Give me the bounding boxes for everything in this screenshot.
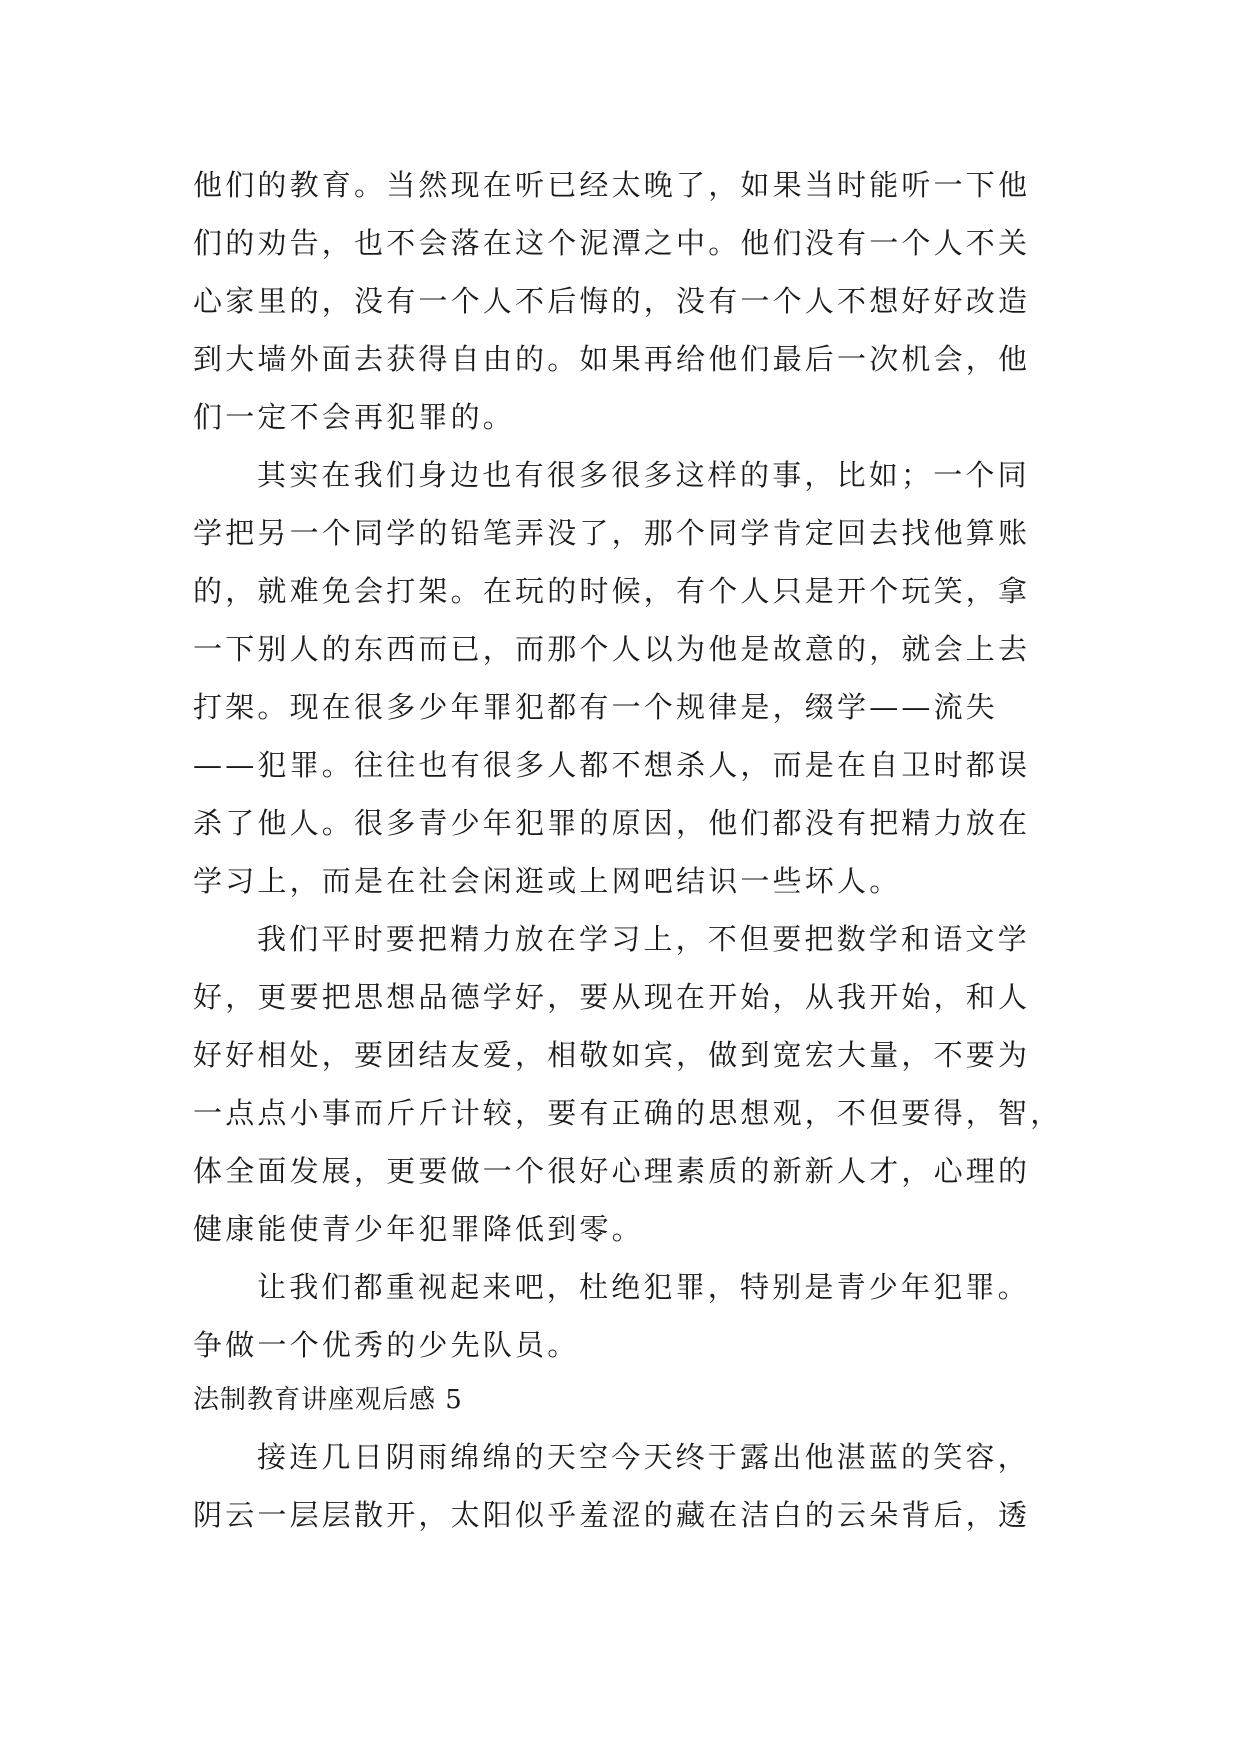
body-text-line: 们的劝告，也不会落在这个泥潭之中。他们没有一个人不关	[193, 226, 1031, 260]
body-text-line: 学把另一个同学的铅笔弄没了，那个同学肯定回去找他算账	[193, 516, 1031, 550]
body-text-line: 到大墙外面去获得自由的。如果再给他们最后一次机会，他	[193, 342, 1031, 376]
paragraph-first-line: 其实在我们身边也有很多很多这样的事，比如；一个同	[257, 458, 1030, 492]
paragraph-first-line: 我们平时要把精力放在学习上，不但要把数学和语文学	[257, 922, 1030, 956]
body-text-line: 好，更要把思想品德学好，要从现在开始，从我开始，和人	[193, 980, 1031, 1014]
body-text-line: 学习上，而是在社会闲逛或上网吧结识一些坏人。	[193, 864, 902, 898]
paragraph-first-line: 接连几日阴雨绵绵的天空今天终于露出他湛蓝的笑容，	[257, 1440, 1030, 1474]
body-text-line: 的，就难免会打架。在玩的时候，有个人只是开个玩笑，拿	[193, 574, 1031, 608]
body-text-line: ——犯罪。往往也有很多人都不想杀人，而是在自卫时都误	[193, 748, 1031, 782]
body-text-line: 体全面发展，更要做一个很好心理素质的新新人才，心理的	[193, 1154, 1031, 1188]
paragraph-first-line: 让我们都重视起来吧，杜绝犯罪，特别是青少年犯罪。	[257, 1270, 1030, 1304]
body-text-line: 打架。现在很多少年罪犯都有一个规律是，缀学——流失	[193, 690, 999, 724]
body-text-line: 他们的教育。当然现在听已经太晚了，如果当时能听一下他	[193, 168, 1031, 202]
body-text-line: 们一定不会再犯罪的。	[193, 400, 516, 434]
body-text-line: 一点点小事而斤斤计较，要有正确的思想观，不但要得，智，	[193, 1096, 1063, 1130]
body-text-line: 心家里的，没有一个人不后悔的，没有一个人不想好好改造	[193, 284, 1031, 318]
body-text-line: 好好相处，要团结友爱，相敬如宾，做到宽宏大量，不要为	[193, 1038, 1031, 1072]
body-text-line: 健康能使青少年犯罪降低到零。	[193, 1212, 644, 1246]
body-text-line: 一下别人的东西而已，而那个人以为他是故意的，就会上去	[193, 632, 1031, 666]
body-text-line: 争做一个优秀的少先队员。	[193, 1328, 580, 1362]
body-text-line: 杀了他人。很多青少年犯罪的原因，他们都没有把精力放在	[193, 806, 1031, 840]
section-heading: 法制教育讲座观后感 5	[193, 1385, 463, 1415]
body-text-line: 阴云一层层散开，太阳似乎羞涩的藏在洁白的云朵背后，透	[193, 1498, 1031, 1532]
